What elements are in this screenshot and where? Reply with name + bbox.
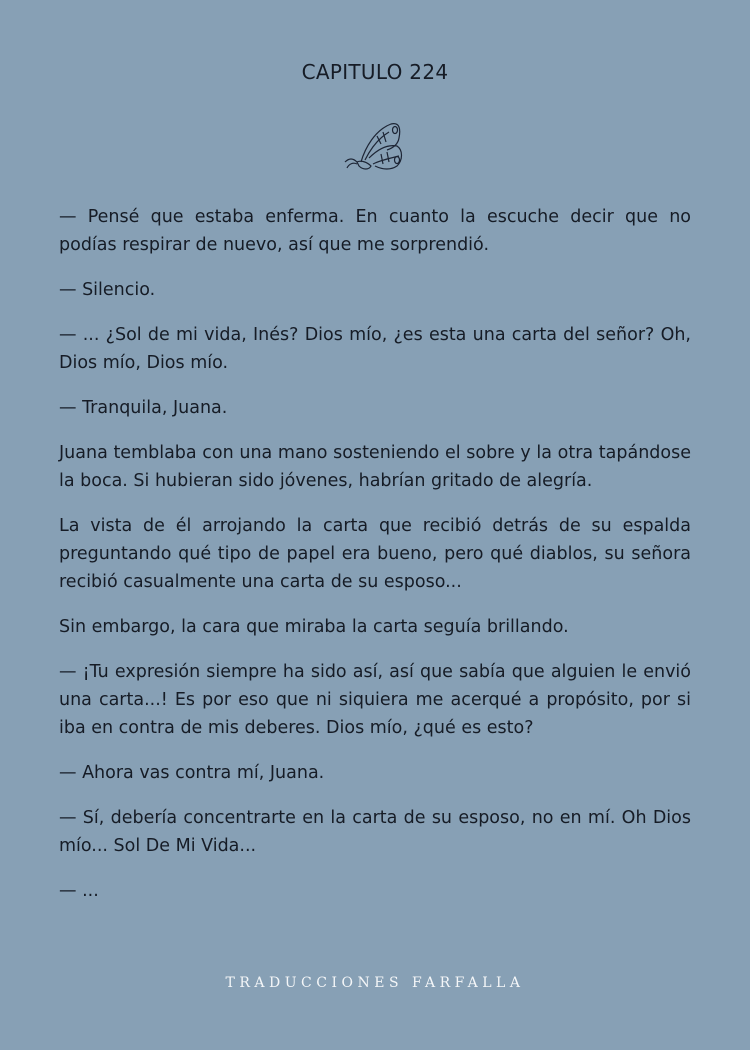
paragraph: Sin embargo, la cara que miraba la carta seguía brillando. (59, 617, 569, 637)
butterfly-icon (343, 120, 405, 176)
paragraph: — Tranquila, Juana. (59, 398, 228, 418)
paragraph: La vista de él arrojando la carta que recibió detrás de su espalda preguntando qué tipo de papel era bueno, pero qué diablos, su señora recibió casualmente una carta de su esposo... (59, 516, 691, 592)
paragraph: — ¡Tu expresión siempre ha sido así, así que sabía que alguien le envió una carta...! Es por eso que ni siquiera me acerqué a propósito, por si iba en contra de mis deberes. Dios mío, ¿qué es esto? (59, 662, 691, 738)
translator-credit: TRADUCCIONES FARFALLA (225, 975, 525, 991)
paragraph: — Ahora vas contra mí, Juana. (59, 763, 325, 783)
paragraph: — Pensé que estaba enferma. En cuanto la escuche decir que no podías respirar de nuevo, así que me sorprendió. (59, 207, 691, 255)
paragraph: — Silencio. (59, 280, 156, 300)
paragraph: — Sí, debería concentrarte en la carta de su esposo, no en mí. Oh Dios mío... Sol De Mi Vida... (59, 808, 691, 856)
chapter-text (59, 203, 691, 922)
paragraph: Juana temblaba con una mano sosteniendo el sobre y la otra tapándose la boca. Si hubieran sido jóvenes, habrían gritado de alegría. (59, 443, 691, 491)
paragraph: — ... ¿Sol de mi vida, Inés? Dios mío, ¿es esta una carta del señor? Oh, Dios mío, Dios mío. (59, 325, 691, 373)
paragraph: — ... (59, 881, 99, 901)
chapter-title: CAPITULO 224 (301, 60, 449, 84)
